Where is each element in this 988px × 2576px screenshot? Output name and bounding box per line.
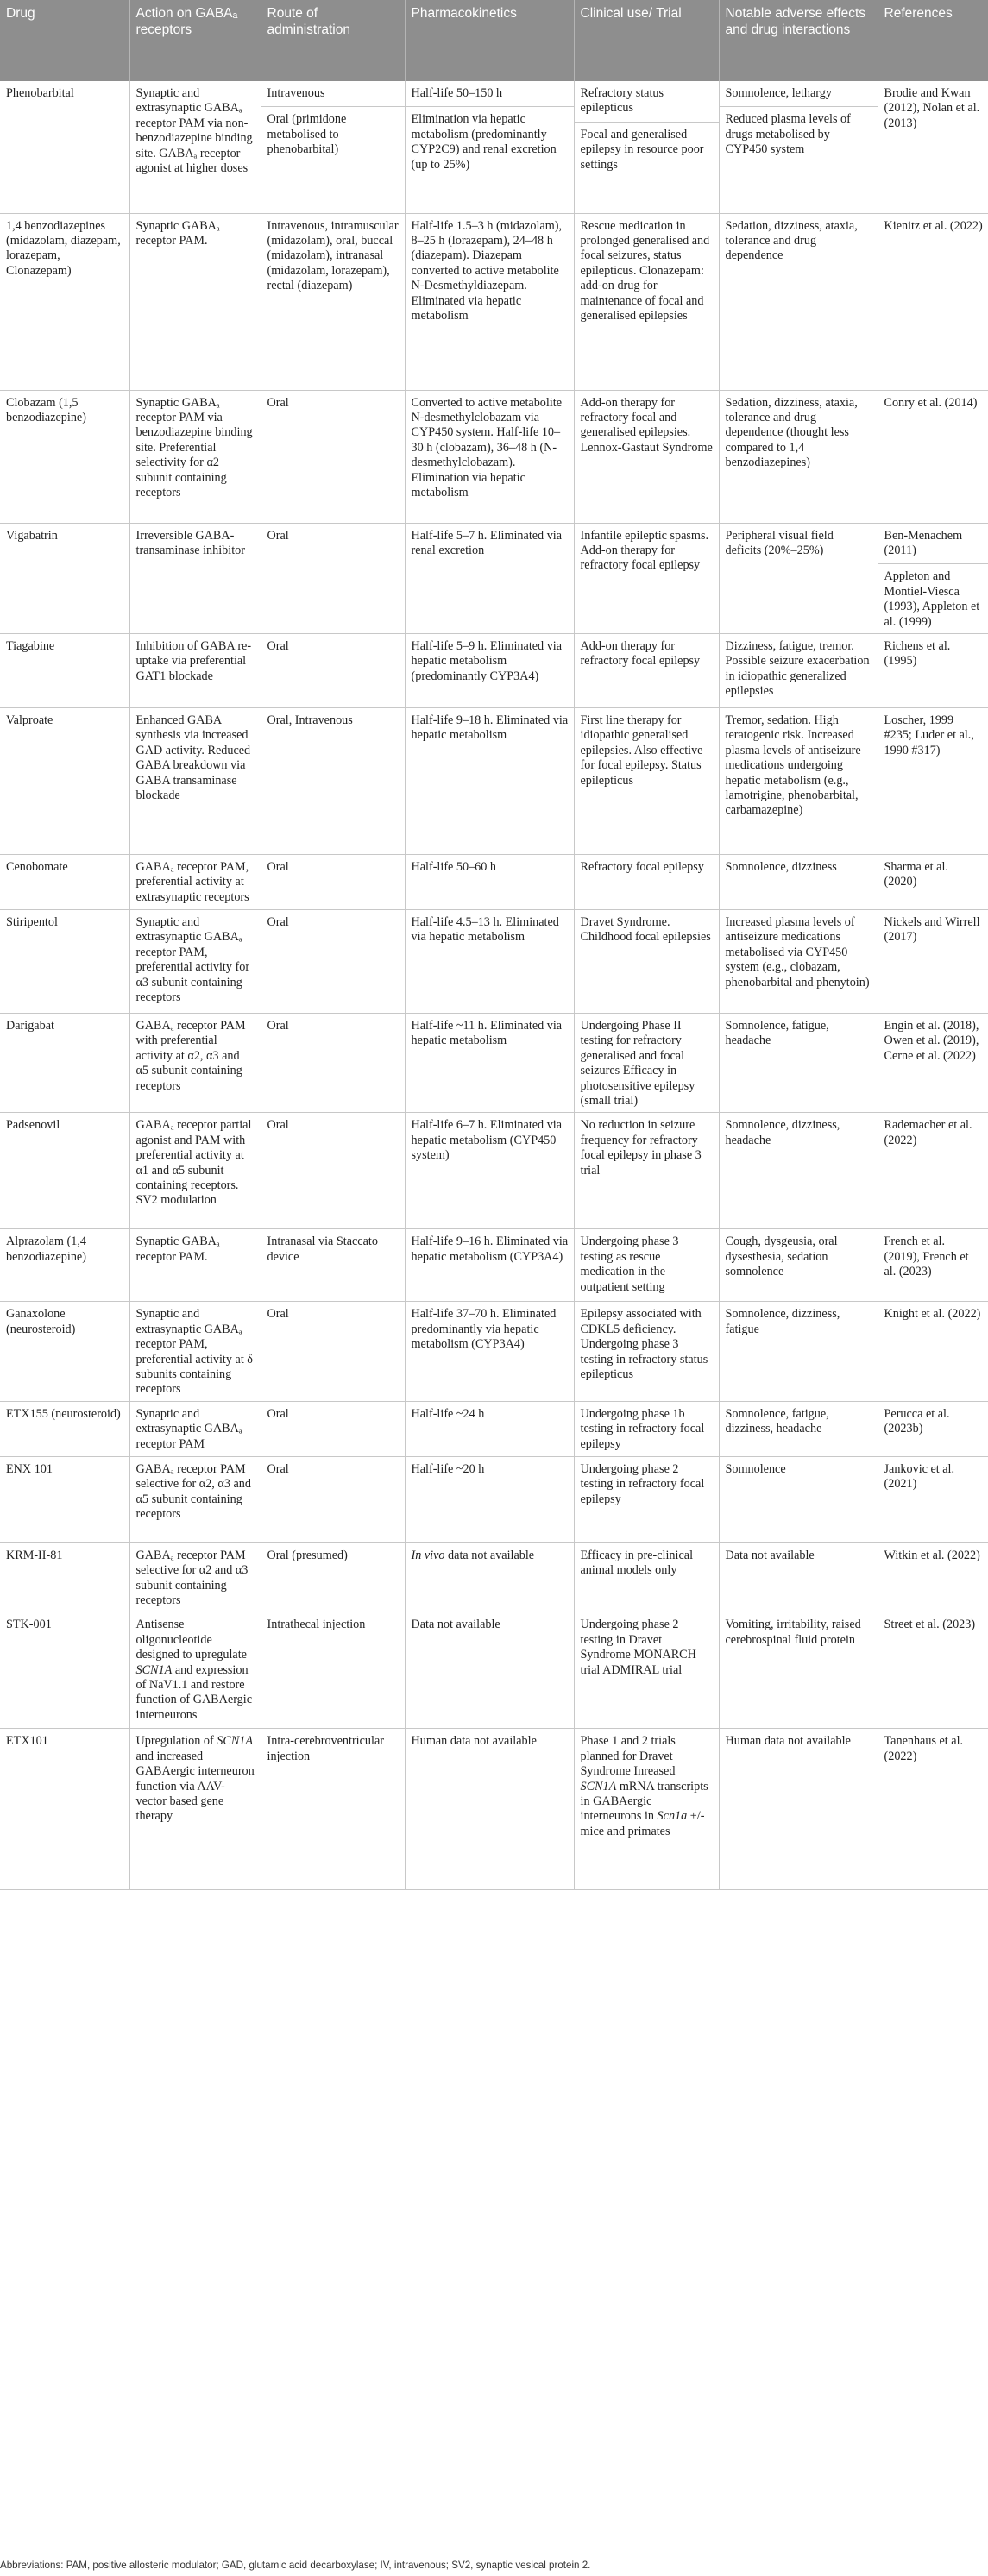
clinical-text: Dravet Syndrome. Childhood focal epilepsies [580, 914, 711, 945]
adverse-text: Somnolence, dizziness [725, 859, 837, 874]
reference-text: Brodie and Kwan (2012), Nolan et al. (2013) [884, 86, 980, 130]
drug-cell [0, 81, 129, 213]
drug-name: Phenobarbital [6, 86, 74, 100]
route-cell [261, 390, 405, 523]
adverse-text: Somnolence, dizziness, fatigue [725, 1307, 840, 1336]
clinical-cell [574, 81, 719, 213]
action-text: Synaptic and extrasynaptic GABAₐ receptor PAM via non-benzodiazepine binding site. GABAₐ receptor agonist at higher doses [135, 86, 253, 176]
clinical-cell [574, 523, 719, 633]
reference-text: Kienitz et al. (2022) [884, 218, 983, 233]
route-cell [261, 1013, 405, 1112]
clinical-cell [574, 1542, 719, 1612]
header-action: Action on GABAₐ receptors [129, 0, 261, 81]
action-cell [129, 1401, 261, 1456]
pharmacokinetics-cell [405, 1401, 574, 1456]
reference-text: French et al. (2019), French et al. (2023) [884, 1235, 969, 1279]
adverse-cell [719, 909, 878, 1013]
header-references: References [878, 0, 988, 81]
clinical-cell [574, 1456, 719, 1542]
route-cell [261, 81, 405, 213]
route-text: Intra-cerebroventricular injection [267, 1734, 384, 1763]
route-text: Oral [267, 528, 289, 543]
header-row [0, 0, 988, 81]
table-row [0, 213, 988, 390]
action-cell [129, 1229, 261, 1302]
adverse-text: Somnolence, dizziness, headache [725, 1118, 840, 1147]
route-cell [261, 854, 405, 909]
action-text: Upregulation of [135, 1734, 217, 1749]
adverse-text: Peripheral visual field deficits (20%–25%) [725, 528, 834, 557]
route-text: Intravenous, intramuscular (midazolam), oral, buccal (midazolam), intranasal (midazolam, lorazepam), rectal (diazepam) [267, 218, 399, 293]
reference-text: Jankovic et al. (2021) [884, 1461, 955, 1492]
reference-text: Nickels and Wirrell (2017) [884, 914, 980, 945]
action-cell [129, 707, 261, 854]
reference-text: Richens et al. (1995) [884, 638, 951, 669]
adverse-cell [719, 1401, 878, 1456]
adverse-text: Somnolence, fatigue, headache [725, 1018, 829, 1048]
drug-cell [0, 707, 129, 854]
adverse-cell [719, 633, 878, 707]
pharmacokinetics-cell [405, 213, 574, 390]
clinical-text: Epilepsy associated with CDKL5 deficiency. Undergoing phase 3 testing in refractory status epilepticus [580, 1307, 708, 1381]
action-text: Synaptic GABAₐ receptor PAM. [135, 1235, 220, 1264]
drug-cell [0, 1229, 129, 1302]
action-cell [129, 213, 261, 390]
pharmacokinetics-cell [405, 390, 574, 523]
drug-cell [0, 1612, 129, 1729]
clinical-text: Focal and generalised epilepsy in resource poor settings [580, 127, 704, 172]
pharmacokinetics-cell [405, 909, 574, 1013]
drug-name: KRM-II-81 [6, 1548, 63, 1562]
clinical-cell [574, 1729, 719, 1890]
action-text: GABAₐ receptor PAM with preferential activity at α2, α3 and α5 subunit containing receptors [135, 1018, 246, 1093]
table-row [0, 1612, 988, 1729]
table-row [0, 633, 988, 707]
clinical-cell [574, 1229, 719, 1302]
route-cell [261, 909, 405, 1013]
table-row [0, 1456, 988, 1542]
pharmacokinetics-cell [405, 707, 574, 854]
action-cell [129, 1113, 261, 1229]
clinical-text-italic: SCN1A [580, 1779, 617, 1794]
references-cell [878, 390, 988, 523]
adverse-cell [719, 390, 878, 523]
adverse-text: Reduced plasma levels of drugs metabolised by CYP450 system [725, 112, 851, 157]
references-cell [878, 1401, 988, 1456]
adverse-text: Increased plasma levels of antiseizure medications metabolised via CYP450 system (e.g., clobazam, phenobarbital and phenytoin) [725, 914, 870, 990]
drug-name: Ganaxolone (neurosteroid) [6, 1307, 76, 1336]
references-cell [878, 523, 988, 633]
references-cell [878, 1456, 988, 1542]
references-cell [878, 213, 988, 390]
action-text: Synaptic GABAₐ receptor PAM. [135, 218, 220, 248]
route-text: Oral [267, 1018, 289, 1033]
reference-text: Perucca et al. (2023b) [884, 1406, 950, 1436]
route-text: Intranasal via Staccato device [267, 1235, 378, 1264]
adverse-cell [719, 213, 878, 390]
table-row [0, 523, 988, 633]
table-footnote: Abbreviations: PAM, positive allosteric modulator; GAD, glutamic acid decarboxylase; IV, intravenous; SV2, synaptic vesical protein 2. [0, 2560, 591, 2571]
pk-text: Half-life 37–70 h. Eliminated predominantly via hepatic metabolism (CYP3A4) [411, 1307, 557, 1352]
adverse-cell [719, 1542, 878, 1612]
references-cell [878, 81, 988, 213]
drug-name: ENX 101 [6, 1461, 53, 1476]
pk-text: Half-life 5–9 h. Eliminated via hepatic metabolism (predominantly CYP3A4) [411, 638, 563, 683]
clinical-text: Undergoing Phase II testing for refractory generalised and focal seizures Efficacy in photosensitive epilepsy (small trial) [580, 1018, 695, 1108]
action-text-italic: SCN1A [217, 1734, 254, 1749]
adverse-text: Somnolence, lethargy [725, 86, 832, 100]
drug-name: Clobazam (1,5 benzodiazepine) [6, 395, 86, 424]
drug-name: Darigabat [6, 1018, 54, 1033]
references-cell [878, 1113, 988, 1229]
route-text: Oral [267, 1461, 289, 1476]
adverse-cell [719, 1013, 878, 1112]
reference-text: Engin et al. (2018), Owen et al. (2019), Cerne et al. (2022) [884, 1018, 979, 1063]
route-cell [261, 1542, 405, 1612]
clinical-text: Undergoing phase 3 testing as rescue medication in the outpatient setting [580, 1235, 679, 1294]
adverse-cell [719, 1229, 878, 1302]
pk-text: Half-life 50–150 h [411, 86, 503, 100]
drug-name: Padsenovil [6, 1118, 60, 1133]
clinical-cell [574, 707, 719, 854]
adverse-text: Vomiting, irritability, raised cerebrospinal fluid protein [725, 1618, 861, 1647]
clinical-text: Add-on therapy for refractory focal epilepsy [580, 638, 701, 669]
route-text: Intravenous [267, 86, 325, 100]
adverse-cell [719, 1113, 878, 1229]
reference-text: Tanenhaus et al. (2022) [884, 1734, 964, 1763]
adverse-cell [719, 81, 878, 213]
pk-text: Half-life 9–16 h. Eliminated via hepatic metabolism (CYP3A4) [411, 1235, 569, 1264]
action-text-italic: SCN1A [135, 1662, 173, 1677]
clinical-cell [574, 854, 719, 909]
adverse-cell [719, 1456, 878, 1542]
table-row [0, 1013, 988, 1112]
table-row [0, 1302, 988, 1401]
action-text: Antisense oligonucleotide designed to upregulate [135, 1618, 247, 1662]
table-row [0, 81, 988, 213]
pharmacokinetics-cell [405, 1456, 574, 1542]
references-cell [878, 1729, 988, 1890]
drug-cell [0, 909, 129, 1013]
route-cell [261, 1456, 405, 1542]
drug-cell [0, 854, 129, 909]
adverse-cell [719, 1612, 878, 1729]
clinical-text: Infantile epileptic spasms. Add-on therapy for refractory focal epilepsy [580, 528, 709, 573]
pk-text: Elimination via hepatic metabolism (predominantly CYP2C9) and renal excretion (up to 25%) [411, 112, 557, 172]
action-text: Irreversible GABA-transaminase inhibitor [135, 528, 245, 557]
pk-text: Half-life 9–18 h. Eliminated via hepatic metabolism [411, 713, 569, 743]
route-cell [261, 633, 405, 707]
drug-name: ETX155 (neurosteroid) [6, 1406, 121, 1421]
adverse-cell [719, 1729, 878, 1890]
drug-name: Tiagabine [6, 638, 55, 653]
route-cell [261, 523, 405, 633]
drug-cell [0, 523, 129, 633]
route-text: Oral, Intravenous [267, 713, 353, 727]
route-text: Oral [267, 1118, 289, 1133]
drug-cell [0, 1113, 129, 1229]
reference-text: Ben-Menachem (2011) [884, 528, 963, 557]
drug-name: Alprazolam (1,4 benzodiazepine) [6, 1235, 86, 1264]
pk-text: Half-life 6–7 h. Eliminated via hepatic metabolism (CYP450 system) [411, 1118, 563, 1163]
route-cell [261, 1612, 405, 1729]
route-cell [261, 213, 405, 390]
adverse-text: Somnolence [725, 1461, 786, 1476]
header-pharmacokinetics: Pharmacokinetics [405, 0, 574, 81]
references-cell [878, 854, 988, 909]
action-text: GABAₐ receptor partial agonist and PAM with preferential activity at α1 and α5 subunit containing receptors. SV2 modulation [135, 1118, 252, 1208]
pharmacokinetics-cell [405, 633, 574, 707]
route-text: Oral [267, 395, 289, 410]
pharmacokinetics-cell [405, 1542, 574, 1612]
drug-name: STK-001 [6, 1618, 52, 1632]
action-text: Enhanced GABA synthesis via increased GAD activity. Reduced GABA breakdown via GABA transaminase blockade [135, 713, 251, 802]
header-route: Route of administration [261, 0, 405, 81]
drug-cell [0, 1542, 129, 1612]
pk-italic: In vivo [411, 1548, 445, 1562]
action-text: GABAₐ receptor PAM selective for α2, α3 and α5 subunit containing receptors [135, 1461, 251, 1522]
adverse-text: Human data not available [725, 1734, 851, 1749]
clinical-cell [574, 1401, 719, 1456]
table-row [0, 854, 988, 909]
adverse-text: Sedation, dizziness, ataxia, tolerance and drug dependence [725, 218, 858, 263]
clinical-text: Efficacy in pre-clinical animal models only [580, 1548, 694, 1578]
clinical-cell [574, 1302, 719, 1401]
pk-text: Data not available [411, 1618, 500, 1632]
adverse-text: Somnolence, fatigue, dizziness, headache [725, 1406, 829, 1436]
drug-cell [0, 390, 129, 523]
route-cell [261, 1229, 405, 1302]
action-cell [129, 523, 261, 633]
references-cell [878, 1542, 988, 1612]
route-cell [261, 707, 405, 854]
reference-text: Conry et al. (2014) [884, 395, 978, 410]
pharmacokinetics-cell [405, 1229, 574, 1302]
action-cell [129, 1729, 261, 1890]
table-body [0, 81, 988, 1890]
references-cell [878, 909, 988, 1013]
pk-text: Human data not available [411, 1734, 537, 1749]
adverse-text: Dizziness, fatigue, tremor. Possible seizure exacerbation in idiopathic generalized epilepsies [725, 638, 870, 699]
pharmacokinetics-cell [405, 81, 574, 213]
action-cell [129, 909, 261, 1013]
action-text: GABAₐ receptor PAM selective for α2 and α3 subunit containing receptors [135, 1548, 249, 1608]
clinical-text: First line therapy for idiopathic generalised epilepsies. Also effective for focal epilepsy. Status epilepticus [580, 713, 703, 788]
pharmacokinetics-cell [405, 1729, 574, 1890]
action-cell [129, 1542, 261, 1612]
pharmacokinetics-cell [405, 854, 574, 909]
route-text: Oral [267, 1307, 289, 1322]
adverse-text: Tremor, sedation. High teratogenic risk. Increased plasma levels of antiseizure medications undergoing hepatic metabolism (e.g., lamotrigine, phenobarbital, carbamazepine) [725, 713, 861, 818]
adverse-text: Cough, dysgeusia, oral dysesthesia, sedation somnolence [725, 1235, 838, 1279]
table-row [0, 707, 988, 854]
action-cell [129, 854, 261, 909]
route-text: Intrathecal injection [267, 1618, 366, 1632]
clinical-text: Undergoing phase 2 testing in Dravet Syndrome MONARCH trial ADMIRAL trial [580, 1618, 696, 1677]
clinical-text: Undergoing phase 2 testing in refractory focal epilepsy [580, 1461, 705, 1506]
references-cell [878, 1612, 988, 1729]
route-text: Oral [267, 914, 289, 929]
action-cell [129, 81, 261, 213]
drug-name: Stiripentol [6, 914, 58, 929]
action-cell [129, 633, 261, 707]
reference-text: Sharma et al. (2020) [884, 859, 948, 889]
pk-text: Half-life 5–7 h. Eliminated via renal excretion [411, 528, 563, 557]
table-row [0, 1729, 988, 1890]
route-cell [261, 1401, 405, 1456]
action-cell [129, 390, 261, 523]
drug-name: Vigabatrin [6, 528, 58, 543]
action-text: GABAₐ receptor PAM, preferential activity at extrasynaptic receptors [135, 859, 249, 904]
clinical-cell [574, 1013, 719, 1112]
action-text: Synaptic and extrasynaptic GABAₐ receptor PAM [135, 1406, 242, 1451]
pk-text: Half-life ~11 h. Eliminated via hepatic metabolism [411, 1018, 563, 1048]
reference-text: Appleton and Montiel-Viesca (1993), Appleton et al. (1999) [884, 569, 980, 629]
clinical-text: Undergoing phase 1b testing in refractory focal epilepsy [580, 1406, 705, 1451]
action-cell [129, 1456, 261, 1542]
drug-cell [0, 1456, 129, 1542]
route-text: Oral [267, 859, 289, 874]
drug-cell [0, 1729, 129, 1890]
pharmacokinetics-cell [405, 1013, 574, 1112]
route-cell [261, 1113, 405, 1229]
reference-text: Witkin et al. (2022) [884, 1548, 980, 1562]
reference-text: Rademacher et al. (2022) [884, 1118, 972, 1147]
clinical-text: Rescue medication in prolonged generalised and focal seizures, status epilepticus. Clonazepam: add-on drug for maintenance of focal and generalised epilepsies [580, 218, 710, 323]
route-cell [261, 1729, 405, 1890]
clinical-cell [574, 633, 719, 707]
pk-text: Half-life ~20 h [411, 1461, 485, 1476]
header-adverse-effects: Notable adverse effects and drug interactions [719, 0, 878, 81]
references-cell [878, 1013, 988, 1112]
table-row [0, 909, 988, 1013]
references-cell [878, 1229, 988, 1302]
drug-name: ETX101 [6, 1734, 48, 1749]
adverse-cell [719, 854, 878, 909]
reference-text: Loscher, 1999 #235; Luder et al., 1990 #317) [884, 713, 974, 757]
action-text: and expression of NaV1.1 and restore function of GABAergic interneurons [135, 1662, 252, 1722]
action-cell [129, 1612, 261, 1729]
action-text: Inhibition of GABA re-uptake via preferential GAT1 blockade [135, 638, 252, 683]
table-row [0, 1229, 988, 1302]
adverse-cell [719, 707, 878, 854]
pk-text: Converted to active metabolite N-desmethylclobazam via CYP450 system. Half-life 10–30 h (clobazam), 36–48 h (N-desmethylclobazam). Elimination via hepatic metabolism [411, 395, 563, 499]
pharmacokinetics-cell [405, 1612, 574, 1729]
table-row [0, 1113, 988, 1229]
clinical-cell [574, 213, 719, 390]
action-cell [129, 1302, 261, 1401]
header-drug: Drug [0, 0, 129, 81]
references-cell [878, 707, 988, 854]
drug-cell [0, 1401, 129, 1456]
clinical-cell [574, 1113, 719, 1229]
drug-cell [0, 1302, 129, 1401]
action-text: and increased GABAergic interneuron function via AAV-vector based gene therapy [135, 1749, 255, 1824]
drug-cell [0, 213, 129, 390]
route-text: Oral (presumed) [267, 1548, 348, 1562]
clinical-text: Phase 1 and 2 trials planned for Dravet Syndrome Inreased [580, 1734, 676, 1779]
pk-text: Half-life 50–60 h [411, 859, 496, 874]
route-text: Oral (primidone metabolised to phenobarbital) [267, 112, 347, 157]
table-row [0, 1542, 988, 1612]
route-cell [261, 1302, 405, 1401]
adverse-text: Sedation, dizziness, ataxia, tolerance and drug dependence (thought less compared to 1,4 benzodiazepines) [725, 395, 858, 470]
clinical-text: Add-on therapy for refractory focal and generalised epilepsies. Lennox-Gastaut Syndrome [580, 395, 713, 455]
pk-text: Half-life 1.5–3 h (midazolam), 8–25 h (lorazepam), 24–48 h (diazepam). Diazepam converted to active metabolite N-Desmethyldiazepam. Eliminated via hepatic metabolism [411, 218, 563, 323]
action-cell [129, 1013, 261, 1112]
clinical-text: No reduction in seizure frequency for refractory focal epilepsy in phase 3 trial [580, 1118, 702, 1178]
clinical-cell [574, 390, 719, 523]
action-text: Synaptic and extrasynaptic GABAₐ receptor PAM, preferential activity for α3 subunit containing receptors [135, 914, 250, 1004]
pk-text: Half-life 4.5–13 h. Eliminated via hepatic metabolism [411, 914, 559, 945]
references-cell [878, 1302, 988, 1401]
reference-text: Knight et al. (2022) [884, 1307, 981, 1322]
drug-name: 1,4 benzodiazepines (midazolam, diazepam, lorazepam, Clonazepam) [6, 218, 121, 278]
drug-cell [0, 633, 129, 707]
adverse-cell [719, 523, 878, 633]
pharmacokinetics-cell [405, 1113, 574, 1229]
drug-cell [0, 1013, 129, 1112]
adverse-text: Data not available [725, 1548, 815, 1562]
clinical-cell [574, 1612, 719, 1729]
drug-name: Cenobomate [6, 859, 68, 874]
table-row [0, 390, 988, 523]
table-row [0, 1401, 988, 1456]
pharmacokinetics-cell [405, 523, 574, 633]
pk-text: data not available [444, 1548, 535, 1562]
pk-text: Half-life ~24 h [411, 1406, 485, 1421]
clinical-text: mRNA transcripts in GABAergic interneurons in [580, 1779, 708, 1824]
clinical-text: +/- mice and primates [580, 1809, 705, 1838]
clinical-text: Refractory status epilepticus [580, 86, 664, 116]
action-text: Synaptic and extrasynaptic GABAₐ receptor PAM, preferential activity at δ subunits containing receptors [135, 1307, 253, 1397]
table-header [0, 0, 988, 81]
route-text: Oral [267, 1406, 289, 1421]
adverse-cell [719, 1302, 878, 1401]
pharmacokinetics-cell [405, 1302, 574, 1401]
clinical-text: Refractory focal epilepsy [580, 859, 704, 874]
references-cell [878, 633, 988, 707]
action-text: Synaptic GABAₐ receptor PAM via benzodiazepine binding site. Preferential selectivity for α2 subunit containing receptors [135, 395, 253, 499]
drug-name: Valproate [6, 713, 53, 727]
header-clinical-use: Clinical use/ Trial [574, 0, 719, 81]
clinical-cell [574, 909, 719, 1013]
reference-text: Street et al. (2023) [884, 1618, 976, 1632]
clinical-text-italic: Scn1a [657, 1809, 688, 1824]
route-text: Oral [267, 638, 289, 653]
